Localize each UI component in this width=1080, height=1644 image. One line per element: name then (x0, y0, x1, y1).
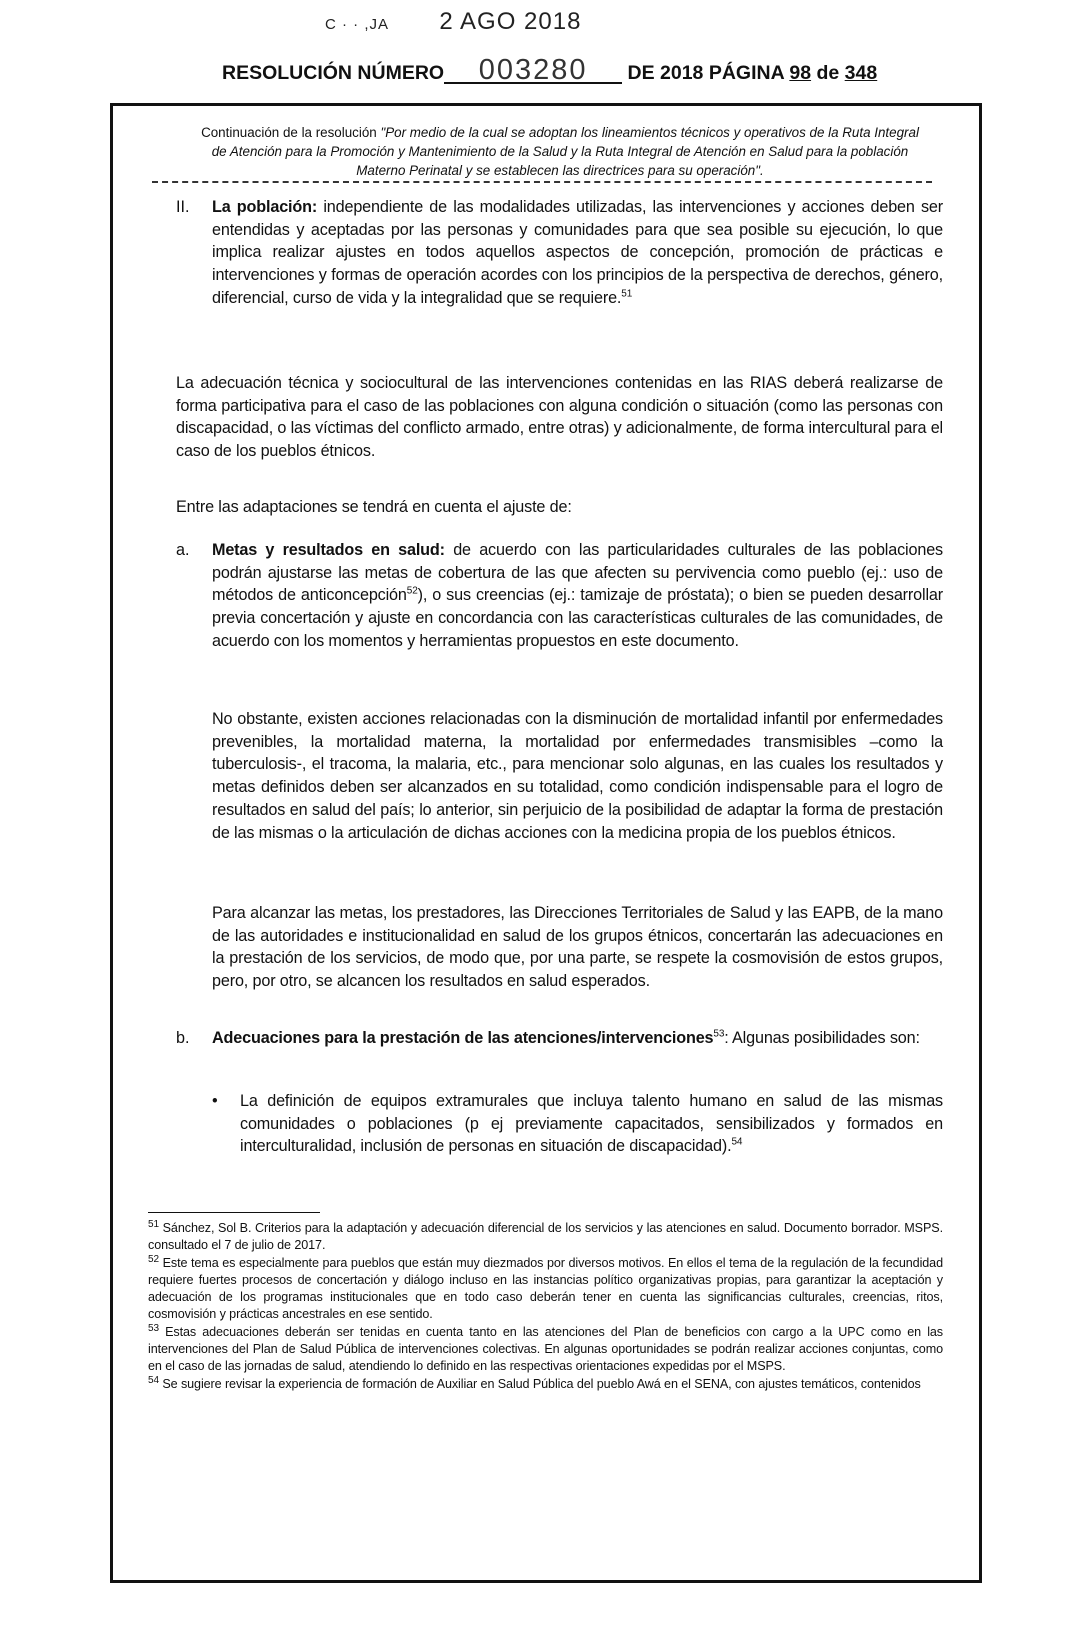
footnote-number: 54 (148, 1374, 159, 1386)
footnote-text: Se sugiere revisar la experiencia de formación de Auxiliar en Salud Pública del pueblo Awá en el SENA, con ajustes temáticos, contenidos (158, 1376, 921, 1391)
footnote-rule (148, 1212, 320, 1213)
footnote-ref: 52 (406, 586, 418, 598)
bullet-icon: • (212, 1092, 218, 1110)
page-total: 348 (844, 62, 878, 84)
paragraph-adecuacion: La adecuación técnica y sociocultural de las intervenciones contenidas en las RIAS deberá realizarse de forma participativa para el caso de las poblaciones con alguna condición o situación (como las personas con discapacidad, o las víctimas del conflicto armado, entre otras) y adicionalmente, de forma intercultural para el caso de los pueblos étnicos. (176, 374, 943, 461)
footnote (148, 1376, 943, 1393)
text: independiente de las modalidades utilizadas, las intervenciones y acciones deben ser entendidas y aceptadas por las personas y comunidades para que sea posible su ejecución, lo que implica realizar ajustes en todos aquellos aspectos de concepción, promoción de prácticas e intervenciones y formas de operación acordes con los principios de la perspectiva de derechos, género, diferencial, curso de vida y la integralidad que se requiere. (212, 198, 943, 307)
text: : Algunas posibilidades son: (724, 1029, 920, 1047)
resolution-number: 003280 (444, 58, 622, 84)
dashed-divider (152, 181, 932, 183)
footnote-text: Este tema es especialmente para pueblos que están muy diezmados por diversos motivos. En ellos el tema de la regulación de la fecundidad requiere fuertes procesos de concertación y diálogo incluso en las instancias político organizativas propias, para garantizar la aceptación y adecuación de los programas institucionales que en todo caso deberán tener en cuenta las significancias culturales, creencias, ritos, cosmovisión y prácticas ancestrales en ese sentido. (148, 1255, 943, 1322)
resolution-header (222, 54, 878, 86)
paragraph-poblacion (212, 196, 943, 310)
continuation-note (200, 123, 920, 180)
header-prefix: RESOLUCIÓN NÚMERO (222, 62, 445, 84)
footnote-text: Estas adecuaciones deberán ser tenidas en cuenta tanto en las atenciones del Plan de beneficios con cargo a la UPC como en las intervenciones del Plan de Salud Pública de intervenciones colectivas. En algunas oportunidades se podrán realizar acciones conjuntas, como en el caso de las jornadas de salud, atendiendo lo definido en las respectivas orientaciones expedidas por el MSPS. (148, 1324, 943, 1374)
received-stamp (325, 8, 581, 36)
header-of: de (816, 62, 840, 84)
text: La definición de equipos extramurales que incluya talento humano en salud de las mismas comunidades o poblaciones (p ej previamente capacitados, sensibilizados y formados en interculturalidad, inclusión de personas en situación de discapacidad). (240, 1092, 943, 1156)
footnote-ref: 51 (621, 288, 633, 300)
footnote (148, 1255, 943, 1324)
term: La población: (212, 198, 318, 216)
paragraph-no-obstante: No obstante, existen acciones relacionadas con la disminución de mortalidad infantil por enfermedades prevenibles, la mortalidad materna, la mortalidad por enfermedades transmisibles –como la tuberculosis-, el tracoma, la malaria, etc., para mencionar solo algunas, en las cuales los resultados y metas definidos deben ser alcanzados en su totalidad, como condición indispensable para el logro de resultados en salud del país; lo anterior, sin perjuicio de la posibilidad de adaptar la forma de prestación de las mismas o la articulación de dichas acciones con la medicina propia de los pueblos étnicos. (212, 710, 943, 842)
footnote (148, 1220, 943, 1255)
stamp-date: 2 AGO 2018 (439, 8, 582, 35)
text: ), o sus creencias (ej.: tamizaje de próstata); o bien se pueden desarrollar previa concertación y ajuste en concordancia con las características culturales de las comunidades, de acuerdo con los momentos y herramientas propuestos en este documento. (212, 586, 943, 650)
list-marker-a: a. (176, 541, 190, 559)
footnotes (148, 1220, 943, 1393)
footnote-number: 51 (148, 1218, 159, 1230)
footnote (148, 1324, 943, 1376)
continuation-lead: Continuación de la resolución (201, 125, 381, 140)
term: Adecuaciones para la prestación de las atenciones/intervenciones (212, 1029, 714, 1047)
page-number: 98 (789, 62, 812, 84)
footnote-number: 53 (148, 1322, 159, 1334)
item-metas (212, 539, 943, 653)
paragraph-para-alcanzar: Para alcanzar las metas, los prestadores, las Direcciones Territoriales de Salud y las EAPB, de la mano de las autoridades e institucionalidad en salud de los grupos étnicos, concertarán las adecuaciones en la prestación de los servicios, de modo que, por una parte, se respete la cosmovisión de estos grupos, pero, por otro, se alcancen los resultados en salud esperados. (212, 904, 943, 991)
footnote-ref: 53 (713, 1028, 725, 1040)
header-year-page: DE 2018 PÁGINA (627, 62, 784, 84)
continuation-title: "Por medio de la cual se adoptan los lineamientos técnicos y operativos de la Ruta Integral de Atención para la Promoción y Mantenimiento de la Salud y la Ruta Integral de Atención en Salud para la población Materno Perinatal y se establecen las directrices para su operación". (211, 125, 919, 178)
text: de acuerdo con las particularidades culturales de las poblaciones podrán ajustarse las metas de cobertura de las que afecten su pervivencia como pueblo (ej.: uso de métodos de anticoncepción (212, 541, 943, 605)
stamp-mark: C · · ,JA (325, 16, 394, 33)
footnote-text: Sánchez, Sol B. Criterios para la adaptación y adecuación diferencial de los servicios y las atenciones en salud. Documento borrador. MSPS. consultado el 7 de julio de 2017. (148, 1221, 943, 1253)
list-marker-b: b. (176, 1029, 190, 1047)
paragraph-adaptaciones: Entre las adaptaciones se tendrá en cuenta el ajuste de: (176, 498, 572, 516)
footnote-number: 52 (148, 1253, 159, 1265)
footnote-ref: 54 (731, 1137, 743, 1149)
item-adecuaciones (212, 1027, 943, 1050)
term: Metas y resultados en salud: (212, 541, 445, 559)
section-marker: II. (176, 198, 190, 216)
bullet-item (240, 1090, 943, 1158)
